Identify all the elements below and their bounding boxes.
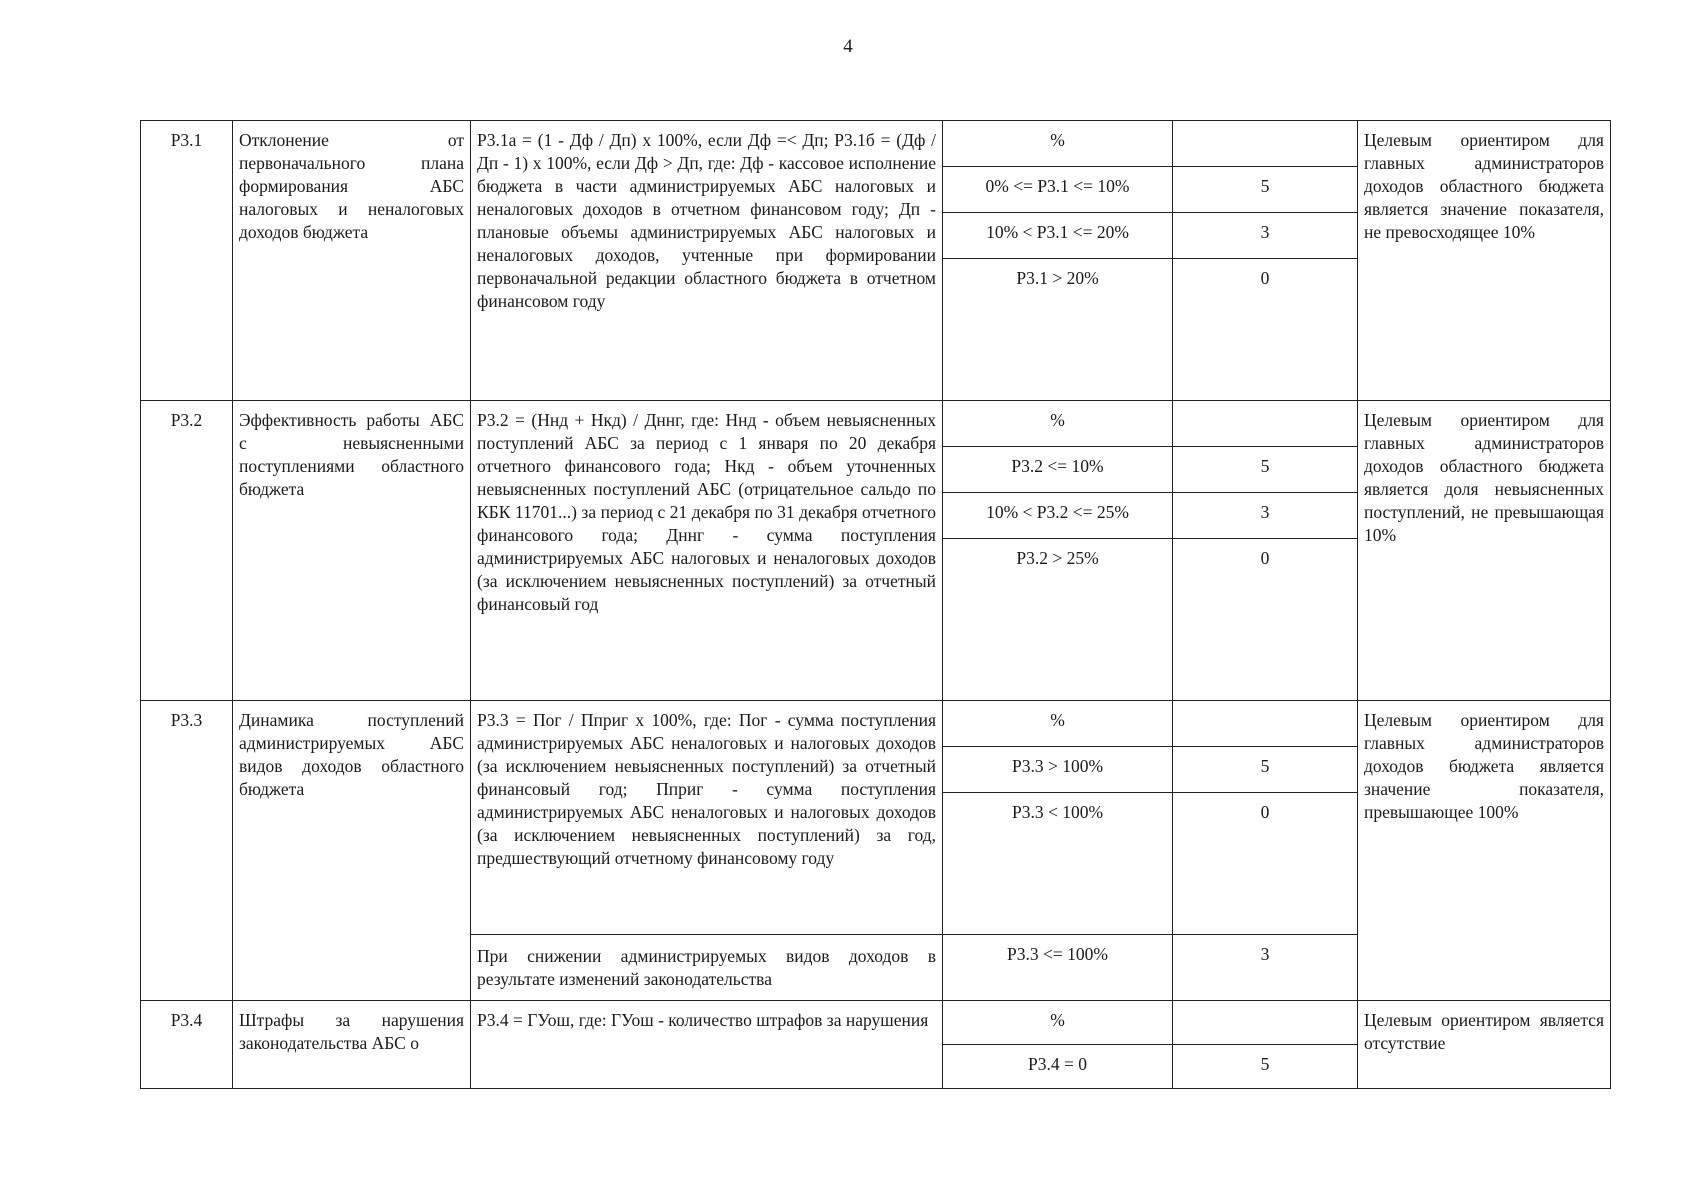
- criterion-points: 3: [1173, 935, 1358, 1001]
- criterion-points: 3: [1173, 493, 1358, 539]
- criterion-condition: Р3.3 <= 100%: [943, 935, 1173, 1001]
- criterion-points: 0: [1173, 539, 1358, 701]
- unit-cell: %: [943, 701, 1173, 747]
- criterion-points: 0: [1173, 259, 1358, 401]
- criterion-condition: Р3.1 > 20%: [943, 259, 1173, 401]
- table-row: [141, 1001, 1611, 1045]
- indicator-target: Целевым ориентиром для главных администраторов доходов областного бюджета является доля невыясненных поступлений, не превышающая 10%: [1358, 401, 1611, 701]
- criterion-points: 3: [1173, 213, 1358, 259]
- indicator-name: Эффективность работы АБС с невыясненными поступлениями областного бюджета: [233, 401, 471, 701]
- criterion-points: 0: [1173, 793, 1358, 935]
- formula-extra: При снижении администрируемых видов доходов в результате изменений законодательства: [471, 935, 943, 1001]
- indicator-formula: Р3.3 = Пог / Пприг х 100%, где: Пог - сумма поступления администрируемых АБС неналоговых и налоговых доходов (за исключением невыясненных поступлений) за отчетный финансовый год; Пприг - сумма поступления администрируемых АБС неналоговых и налоговых доходов (за исключением невыясненных поступлений) за год, предшествующий отчетному финансовому году: [471, 701, 943, 935]
- criterion-points: 5: [1173, 747, 1358, 793]
- indicator-target: Целевым ориентиром для главных администраторов доходов областного бюджета является значение показателя, не превосходящее 10%: [1358, 121, 1611, 401]
- indicator-code: Р3.1: [141, 121, 233, 401]
- indicator-target: Целевым ориентиром для главных администраторов доходов бюджета является значение показателя, превышающее 100%: [1358, 701, 1611, 1001]
- criterion-points: 5: [1173, 447, 1358, 493]
- criterion-condition: Р3.2 <= 10%: [943, 447, 1173, 493]
- table-row: [141, 701, 1611, 747]
- unit-cell: %: [943, 121, 1173, 167]
- points-cell-empty: [1173, 701, 1358, 747]
- criterion-condition: Р3.3 > 100%: [943, 747, 1173, 793]
- table-row: [141, 401, 1611, 447]
- criterion-points: 5: [1173, 1045, 1358, 1089]
- criterion-condition: Р3.2 > 25%: [943, 539, 1173, 701]
- criterion-condition: 10% < Р3.2 <= 25%: [943, 493, 1173, 539]
- criterion-condition: 10% < Р3.1 <= 20%: [943, 213, 1173, 259]
- points-cell-empty: [1173, 1001, 1358, 1045]
- criterion-points: 5: [1173, 167, 1358, 213]
- unit-cell: %: [943, 401, 1173, 447]
- page-number: 4: [843, 36, 853, 57]
- points-cell-empty: [1173, 401, 1358, 447]
- criterion-condition: Р3.3 < 100%: [943, 793, 1173, 935]
- indicator-formula: Р3.2 = (Ннд + Нкд) / Дннг, где: Ннд - объем невыясненных поступлений АБС за период с 1 января по 20 декабря отчетного финансового года; Нкд - объем уточненных невыясненных поступлений АБС (отрицательное сальдо по КБК 11701...) за период с 21 декабря по 31 декабря отчетного финансового года; Дннг - сумма поступления администрируемых АБС налоговых и неналоговых доходов (за исключением невыясненных поступлений) за отчетный финансовый год: [471, 401, 943, 701]
- points-cell-empty: [1173, 121, 1358, 167]
- indicator-name: Штрафы за нарушения законодательства АБС о: [233, 1001, 471, 1089]
- criterion-condition: Р3.4 = 0: [943, 1045, 1173, 1089]
- indicator-code: Р3.3: [141, 701, 233, 1001]
- table-row: [141, 121, 1611, 167]
- indicator-formula: Р3.4 = ГУош, где: ГУош - количество штрафов за нарушения: [471, 1001, 943, 1089]
- criterion-condition: 0% <= Р3.1 <= 10%: [943, 167, 1173, 213]
- indicator-target: Целевым ориентиром является отсутствие: [1358, 1001, 1611, 1089]
- unit-cell: %: [943, 1001, 1173, 1045]
- indicator-formula: Р3.1а = (1 - Дф / Дп) х 100%, если Дф =< Дп; Р3.1б = (Дф / Дп - 1) х 100%, если Дф > Дп, где: Дф - кассовое исполнение бюджета в части администрируемых АБС налоговых и неналоговых доходов в отчетном финансовом году; Дп - плановые объемы администрируемых АБС налоговых и неналоговых доходов, учтенные при формировании первоначальной редакции областного бюджета в отчетном финансовом году: [471, 121, 943, 401]
- indicator-code: Р3.2: [141, 401, 233, 701]
- indicators-table: [140, 120, 1611, 1089]
- indicator-code: Р3.4: [141, 1001, 233, 1089]
- indicator-name: Отклонение от первоначального плана формирования АБС налоговых и неналоговых доходов бюджета: [233, 121, 471, 401]
- indicator-name: Динамика поступлений администрируемых АБС видов доходов областного бюджета: [233, 701, 471, 1001]
